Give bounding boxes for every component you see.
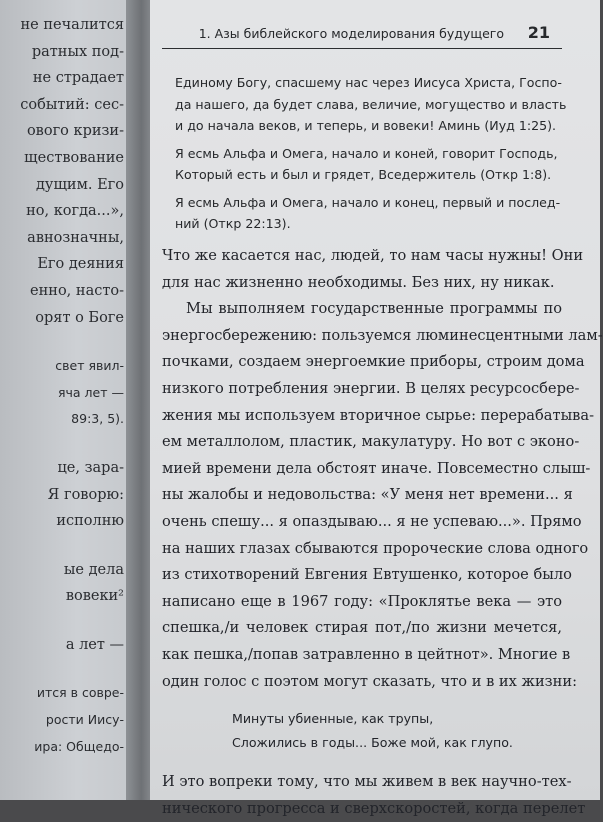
current-page xyxy=(150,0,603,817)
text-line: Я есмь Альфа и Омега, начало и конец, первый и послед- xyxy=(175,194,561,210)
left-page-fragment: не страдает xyxy=(32,70,124,87)
text-line: почками, создаем энергоемкие приборы, строим дома xyxy=(162,353,585,371)
left-page-fragment: ратных под- xyxy=(31,43,124,60)
paragraph-3 xyxy=(162,769,586,822)
scripture-quote xyxy=(175,72,567,137)
left-page-fragment: це, зара- xyxy=(57,459,124,476)
scripture-quote xyxy=(175,192,561,235)
text-line: И это вопреки тому, что мы живем в век научно-тех- xyxy=(162,773,572,791)
left-page-fragment: ществование xyxy=(24,149,124,166)
left-page-fragment: дущим. Его xyxy=(35,176,124,193)
left-page-fragment: не печалится xyxy=(20,17,124,33)
left-page-fragment: яча лет — xyxy=(58,384,124,400)
left-page-fragment xyxy=(0,610,124,632)
left-page-fragment xyxy=(0,535,124,557)
left-page-fragment xyxy=(0,658,124,680)
left-page-fragment: енно, насто- xyxy=(30,282,124,299)
left-page-fragment: ира: Общедо- xyxy=(34,738,124,754)
previous-page-text xyxy=(0,12,124,760)
left-page-fragment: Я говорю: xyxy=(47,486,124,503)
left-page-fragment xyxy=(0,331,124,353)
paragraph-1 xyxy=(162,243,584,296)
main-text xyxy=(162,243,603,822)
text-line: нического прогресса и сверхскоростей, когда перелет xyxy=(162,799,586,817)
left-page-fragment: а лет — xyxy=(65,636,124,653)
text-line: Который есть и был и грядет, Вседержитель (Откр 1:8). xyxy=(175,167,552,182)
page-header xyxy=(162,16,562,49)
text-line: жения мы используем вторичное сырье: перерабатыва- xyxy=(162,406,595,424)
text-line: ний (Откр 22:13). xyxy=(175,216,291,231)
left-page-fragment: ится в совре- xyxy=(36,685,124,701)
left-page-fragment: вовеки² xyxy=(65,588,124,605)
text-line: написано еще в 1967 году: «Проклятье века — это xyxy=(162,592,562,610)
text-line: как пешка,/попав затравленно в цейтнот». Многие в xyxy=(162,645,571,663)
text-line: ны жалобы и недовольства: «У меня нет времени... я xyxy=(162,486,573,504)
left-page-fragment: 89:3, 5). xyxy=(71,411,124,427)
left-page-fragment: но, когда...», xyxy=(26,203,124,220)
text-line: один голос с поэтом могут сказать, что и в их жизни: xyxy=(162,672,577,690)
left-page-fragment: ового кризи- xyxy=(26,123,124,140)
paragraph-2 xyxy=(162,296,603,695)
text-line: и до начала веков, и теперь, и вовеки! Аминь (Иуд 1:25). xyxy=(175,118,557,133)
text-line: для нас жизненно необходимы. Без них, ну никак. xyxy=(162,273,555,291)
text-line: Что же касается нас, людей, то нам часы нужны! Они xyxy=(162,247,584,264)
text-line: Мы выполняем государственные программы по xyxy=(186,300,562,318)
text-line: ем металлолом, пластик, макулатуру. Но вот с эконо- xyxy=(162,433,580,451)
left-page-fragment: свет явил- xyxy=(55,358,124,374)
left-page-fragment: событий: сес- xyxy=(20,96,124,113)
left-page-fragment: Его деяния xyxy=(37,256,124,273)
left-page-fragment: рости Иису- xyxy=(45,712,124,728)
page-number: 21 xyxy=(527,23,550,42)
left-page-fragment: исполню xyxy=(56,513,124,530)
scripture-quote xyxy=(175,143,558,186)
text-line: да нашего, да будет слава, величие, могущество и власть xyxy=(175,96,567,112)
left-page-fragment xyxy=(0,433,124,455)
text-line: из стихотворений Евгения Евтушенко, которое было xyxy=(162,566,572,584)
text-line: Единому Богу, спасшему нас через Иисуса Христа, Госпо- xyxy=(175,75,562,90)
text-line: Сложились в годы... Боже мой, как глупо. xyxy=(232,735,513,751)
previous-page xyxy=(0,0,140,800)
text-line: Минуты убиенные, как трупы, xyxy=(232,711,434,727)
running-title: 1. Азы библейского моделирования будущего xyxy=(198,26,504,41)
left-page-fragment: авнозначны, xyxy=(27,229,124,246)
text-line: мией времени дела обстоят иначе. Повсеместно слыш- xyxy=(162,459,591,477)
text-line: спешка,/и человек стирая пот,/по жизни мечется, xyxy=(162,619,562,637)
text-line: очень спешу... я опаздываю... я не успеваю...». Прямо xyxy=(162,512,582,530)
left-page-fragment: ые дела xyxy=(63,561,124,578)
text-line: энергосбережению: пользуемся люминесцентными лам- xyxy=(162,326,603,344)
text-line: Я есмь Альфа и Омега, начало и коней, говорит Господь, xyxy=(175,145,558,161)
scripture-quotes xyxy=(175,72,567,241)
left-page-fragment: орят о Боге xyxy=(35,309,124,326)
text-line: на наших глазах сбываются пророческие слова одного xyxy=(162,539,589,557)
poem-quote xyxy=(162,707,562,755)
text-line: низкого потребления энергии. В целях ресурсосбере- xyxy=(162,379,580,397)
